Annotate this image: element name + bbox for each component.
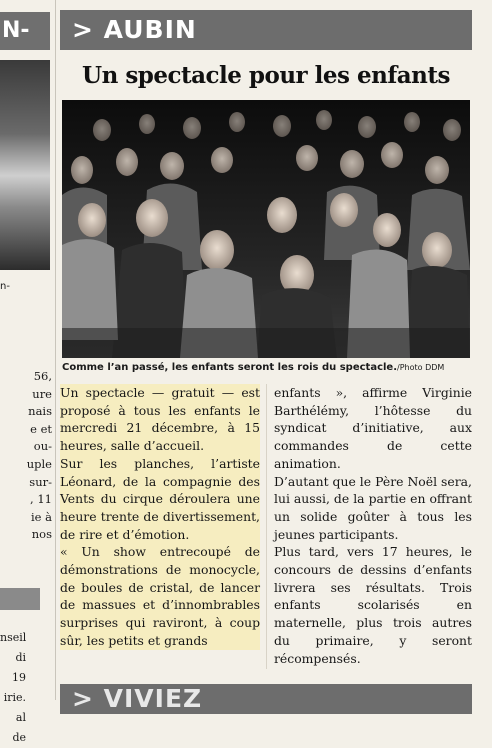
paragraph: « Un show entrecoupé de démonstrations de monocycle, de boules de cristal, de lancer de massues et d’innombrables surprises qui raviront, à coup sûr, les petits et grands bbox=[60, 544, 260, 648]
children-audience-illustration bbox=[62, 100, 470, 358]
text-fragment: di 19 bbox=[12, 651, 26, 684]
adjacent-section-banner bbox=[0, 588, 40, 610]
text-fragment: 56, bbox=[33, 369, 52, 383]
paragraph: Un spectacle — gratuit — est proposé à tous les enfants le mercredi 21 décembre, à 15 heures, salle d’accueil. bbox=[60, 385, 260, 454]
article-column-2 bbox=[274, 384, 472, 667]
article-photo bbox=[62, 100, 470, 358]
section-header: > AUBIN bbox=[60, 10, 472, 50]
text-fragment: nais bbox=[28, 404, 52, 419]
caption-text: Comme l’an passé, les enfants seront les rois du spectacle. bbox=[62, 362, 398, 373]
paragraph: D’autant que le Père Noël sera, lui aussi, de la partie en offrant un solide goûter à tous les jeunes participants. bbox=[274, 473, 472, 542]
text-fragment: nos bbox=[31, 527, 52, 542]
text-column-separator bbox=[266, 384, 267, 669]
paragraph: Plus tard, vers 17 heures, le concours de dessins d’enfants livrera ses résultats. Trois enfants scolarisés en maternelle, plus trois autres du primaire, y seront récompensés. bbox=[274, 544, 472, 666]
photo-credit: /Photo DDM bbox=[397, 363, 445, 372]
adjacent-text-fragments bbox=[0, 368, 52, 544]
text-fragment: irie. bbox=[3, 691, 26, 704]
photo-caption bbox=[62, 361, 470, 375]
text-fragment: uple bbox=[26, 456, 52, 471]
text-fragment: ou- bbox=[33, 439, 52, 454]
article-headline: Un spectacle pour les enfants bbox=[82, 62, 450, 89]
paragraph: enfants », affirme Virginie Barthélémy, l’hôtesse du syndicat d’initiative, aux commandes de cette animation. bbox=[274, 385, 472, 471]
text-fragment: ure bbox=[32, 386, 52, 401]
article-column-1 bbox=[60, 384, 260, 650]
text-fragment: sur- bbox=[29, 474, 52, 489]
next-section-header: > VIVIEZ bbox=[60, 684, 472, 714]
adjacent-section-header: N- bbox=[0, 12, 50, 50]
text-fragment: ie à bbox=[31, 509, 52, 524]
text-fragment: , 11 bbox=[30, 492, 52, 507]
adjacent-text-fragments-bottom bbox=[0, 628, 26, 748]
adjacent-caption: n- bbox=[0, 281, 10, 292]
text-fragment: al de bbox=[12, 711, 26, 744]
column-divider bbox=[55, 0, 56, 700]
text-fragment: nseil bbox=[0, 631, 27, 644]
adjacent-photo bbox=[0, 60, 50, 270]
paragraph: Sur les planches, l’artiste Léonard, de la compagnie des Vents du cirque déroulera une heure trente de divertissement, de rire et d’émotion. bbox=[60, 455, 260, 542]
text-fragment: e et bbox=[30, 421, 52, 436]
adjacent-column bbox=[0, 0, 52, 744]
